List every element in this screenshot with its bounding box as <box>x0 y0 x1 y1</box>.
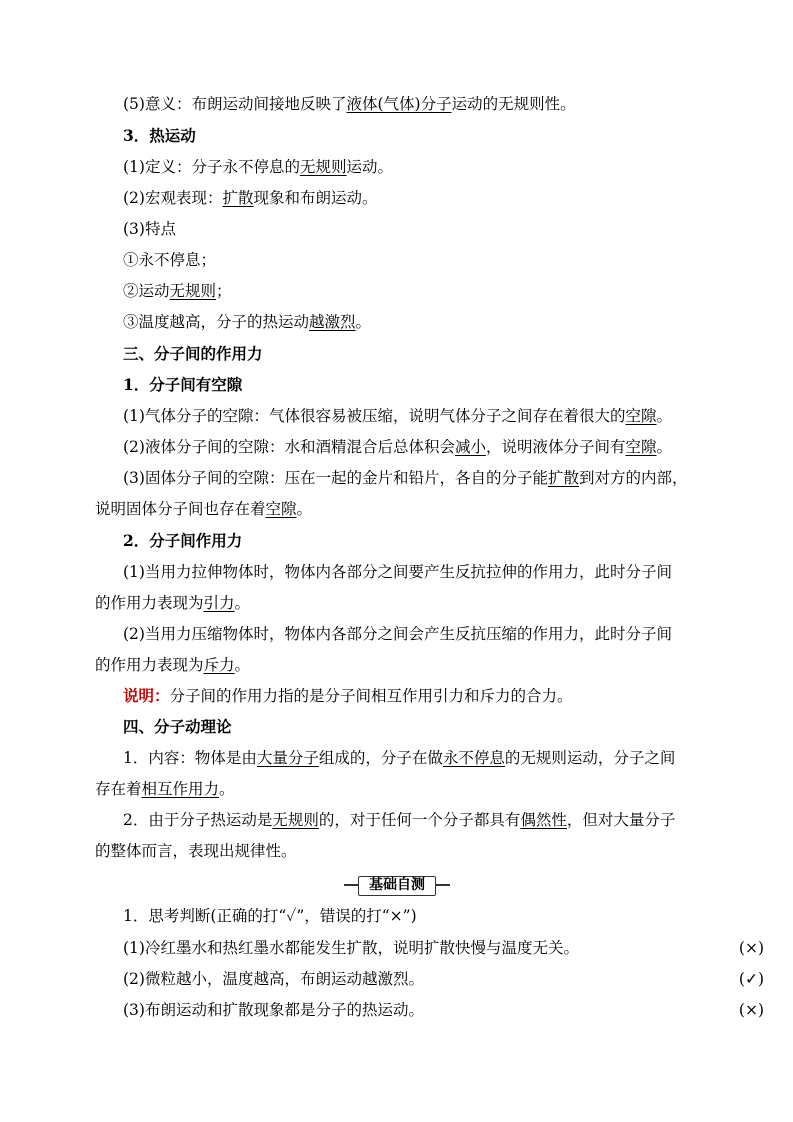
answer-blank: 斥力 <box>203 656 235 674</box>
text-line: (2)当用力压缩物体时，物体内各部分之间会产生反抗压缩的作用力，此时分子间 <box>123 625 672 643</box>
quiz-title: 1．思考判断(正确的打“✓”，错误的打“×”) <box>123 907 417 925</box>
answer-blank: 引力 <box>203 594 235 612</box>
answer-blank: 液体(气体)分子 <box>346 95 452 113</box>
text-line: 1．内容：物体是由大量分子组成的，分子在做永不停息的无规则运动，分子之间 <box>123 749 676 767</box>
text-line: (5)意义：布朗运动间接地反映了液体(气体)分子运动的无规则性。 <box>123 95 576 113</box>
quiz-item: (1)冷红墨水和热红墨水都能发生扩散，说明扩散快慢与温度无关。 (×) <box>123 939 764 957</box>
note-label: 说明： <box>123 686 170 705</box>
text-line: (2)宏观表现：扩散现象和布朗运动。 <box>123 189 378 207</box>
answer-mark: (✓) <box>738 970 764 988</box>
answer-blank: 相互作用力 <box>141 780 220 798</box>
text-line: (1)当用力拉伸物体时，物体内各部分之间要产生反抗拉伸的作用力，此时分子间 <box>123 563 672 581</box>
section-heading: 四、分子动理论 <box>123 717 232 736</box>
quiz-item: (2)微粒越小，温度越高，布朗运动越激烈。 (✓) <box>123 970 764 988</box>
text-line: (2)液体分子间的空隙：水和酒精混合后总体积会减小，说明液体分子间有空隙。 <box>123 438 673 456</box>
section-banner <box>344 876 450 894</box>
text-line: 的作用力表现为引力。 <box>95 594 251 612</box>
text-line: (1)定义：分子永不停息的无规则运动。 <box>123 158 393 176</box>
section-heading: 2．分子间作用力 <box>123 531 243 550</box>
text-line: ①永不停息； <box>123 251 217 269</box>
text-line: ③温度越高，分子的热运动越激烈。 <box>123 313 372 331</box>
text-line: (3)固体分子间的空隙：压在一起的金片和铅片，各自的分子能扩散到对方的内部， <box>123 469 688 487</box>
answer-blank: 大量分子 <box>256 749 319 767</box>
answer-blank: 减小 <box>454 438 486 456</box>
text-line: 的作用力表现为斥力。 <box>95 656 251 674</box>
text-line: (3)特点 <box>123 220 176 238</box>
section-heading: 3．热运动 <box>123 126 196 145</box>
answer-blank: 无规则 <box>272 811 319 829</box>
text-line: 的整体而言，表现出规律性。 <box>95 842 297 860</box>
answer-blank: 空隙 <box>625 438 657 456</box>
text-line: (1)气体分子的空隙：气体很容易被压缩，说明气体分子之间存在着很大的空隙。 <box>123 407 672 425</box>
banner-label: 基础自测 <box>358 876 436 896</box>
answer-mark: (×) <box>738 1001 764 1019</box>
text-line: ②运动无规则； <box>123 282 232 300</box>
text-line: 说明固体分子间也存在着空隙。 <box>95 500 313 518</box>
answer-blank: 偶然性 <box>520 811 567 829</box>
answer-mark: (×) <box>738 939 764 957</box>
quiz-item: (3)布朗运动和扩散现象都是分子的热运动。 (×) <box>123 1001 764 1019</box>
text-line: 2．由于分子热运动是无规则的，对于任何一个分子都具有偶然性，但对大量分子 <box>123 811 676 829</box>
section-heading: 1．分子间有空隙 <box>123 375 243 394</box>
answer-blank: 扩散 <box>547 469 579 487</box>
answer-blank: 越激烈 <box>309 313 356 331</box>
section-heading: 三、分子间的作用力 <box>123 344 263 363</box>
answer-blank: 空隙 <box>625 407 657 425</box>
text-line: 存在着相互作用力。 <box>95 780 235 798</box>
answer-blank: 无规则 <box>299 158 347 176</box>
answer-blank: 无规则 <box>169 282 217 300</box>
answer-blank: 空隙 <box>265 500 297 518</box>
answer-blank: 扩散 <box>222 189 254 207</box>
answer-blank: 永不停息 <box>442 749 505 767</box>
note-line: 说明：分子间的作用力指的是分子间相互作用引力和斥力的合力。 <box>123 686 573 705</box>
